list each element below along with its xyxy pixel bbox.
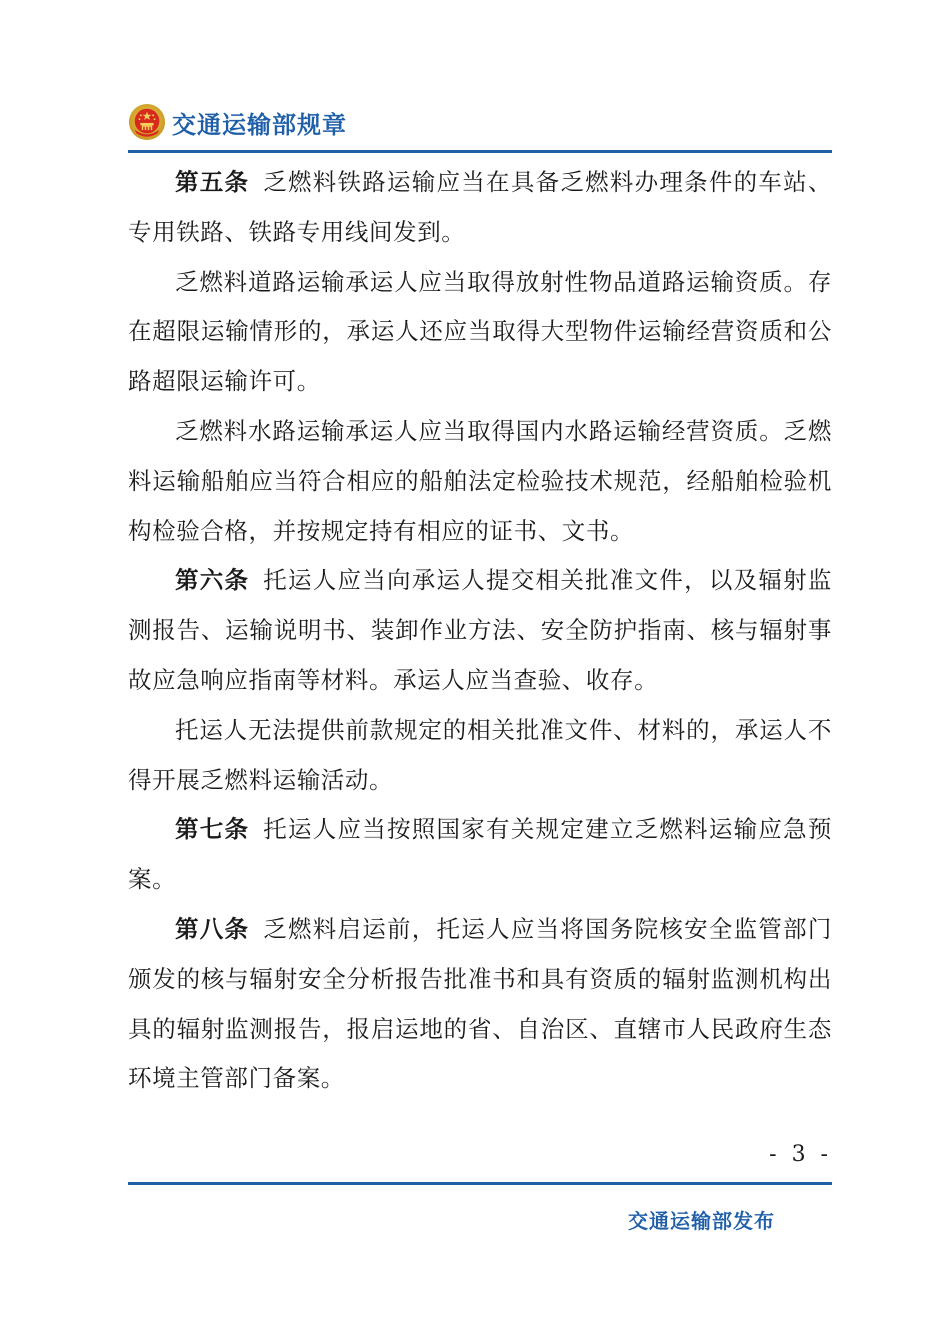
paragraph-text: 托运人无法提供前款规定的相关批准文件、材料的，承运人不得开展乏燃料运输活动。 <box>128 715 832 794</box>
paragraph-text: 乏燃料道路运输承运人应当取得放射性物品道路运输资质。存在超限运输情形的，承运人还应当取得大型物件运输经营资质和公路超限运输许可。 <box>128 267 832 396</box>
article-heading: 第八条 <box>175 914 250 943</box>
header-divider <box>128 150 832 153</box>
paragraph-text: 乏燃料铁路运输应当在具备乏燃料办理条件的车站、专用铁路、铁路专用线间发到。 <box>128 168 832 246</box>
footer-publisher: 交通运输部发布 <box>628 1209 775 1233</box>
paragraph-text: 托运人应当按照国家有关规定建立乏燃料运输应急预案。 <box>128 815 832 894</box>
paragraph-text: 乏燃料启运前，托运人应当将国务院核安全监管部门颁发的核与辐射安全分析报告批准书和具有资质的辐射监测机构出具的辐射监测报告，报启运地的省、自治区、直辖市人民政府生态环境主管部门备案。 <box>128 914 832 1093</box>
paragraph-article-8 <box>128 905 832 1104</box>
paragraph-road-transport <box>128 258 832 407</box>
national-emblem-icon <box>128 103 166 141</box>
footer-divider <box>128 1182 832 1185</box>
page-number: - 3 - <box>769 1142 832 1167</box>
paragraph-article-5 <box>128 158 832 258</box>
article-heading: 第六条 <box>175 566 250 595</box>
document-body <box>128 158 832 1104</box>
article-heading: 第五条 <box>175 168 250 196</box>
page-header <box>128 100 347 144</box>
paragraph-water-transport <box>128 407 832 556</box>
article-heading: 第七条 <box>175 815 250 844</box>
paragraph-text: 乏燃料水路运输承运人应当取得国内水路运输经营资质。乏燃料运输船舶应当符合相应的船舶法定检验技术规范，经船舶检验机构检验合格，并按规定持有相应的证书、文书。 <box>128 416 832 545</box>
header-title: 交通运输部规章 <box>172 110 347 139</box>
paragraph-article-7 <box>128 805 832 905</box>
paragraph-shipper-documents <box>128 706 832 806</box>
paragraph-article-6 <box>128 556 832 705</box>
paragraph-text: 托运人应当向承运人提交相关批准文件，以及辐射监测报告、运输说明书、装卸作业方法、安全防护指南、核与辐射事故应急响应指南等材料。承运人应当查验、收存。 <box>128 566 832 694</box>
